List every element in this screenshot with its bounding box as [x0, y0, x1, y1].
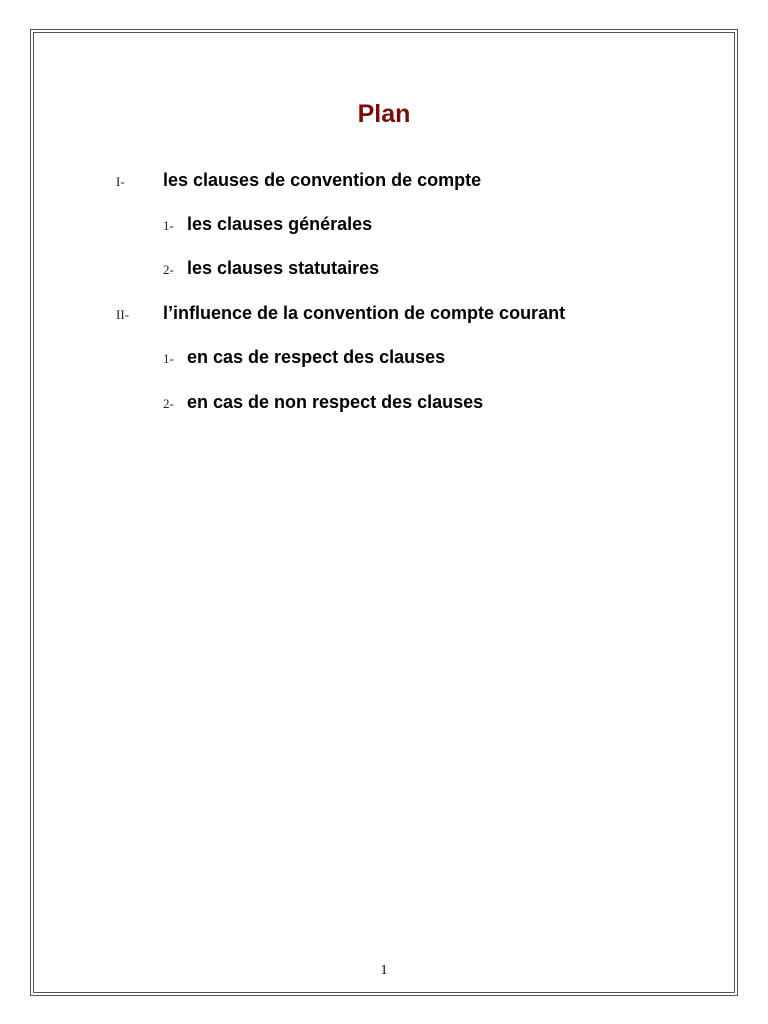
page-number: 1 — [380, 963, 388, 978]
outline-text: en cas de respect des clauses — [187, 347, 446, 367]
outline-text: l’influence de la convention de compte courant — [163, 303, 566, 323]
page-title: Plan — [357, 100, 411, 128]
outline-number: 1- — [163, 351, 174, 366]
outline-number: II- — [116, 307, 129, 322]
outline-text: les clauses générales — [187, 214, 373, 234]
outline-number: 2- — [163, 396, 174, 411]
outline-text: les clauses de convention de compte — [163, 170, 482, 190]
outline-text: en cas de non respect des clauses — [187, 392, 484, 412]
outline-number: I- — [116, 174, 125, 189]
outline-number: 1- — [163, 218, 174, 233]
outline-text: les clauses statutaires — [187, 258, 380, 278]
outline-number: 2- — [163, 262, 174, 277]
